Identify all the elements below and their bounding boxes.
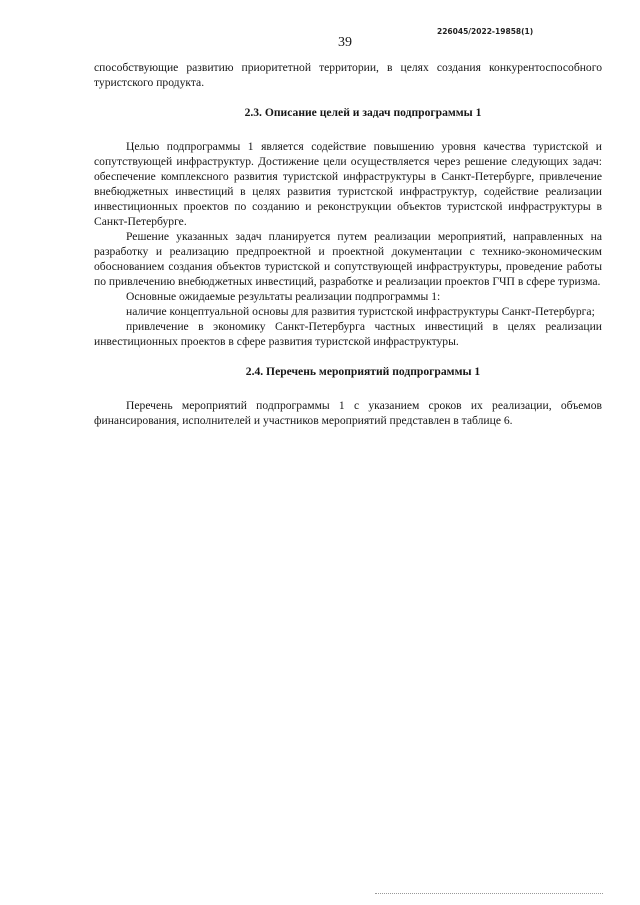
section-2-3-heading: 2.3. Описание целей и задач подпрограммы 1	[244, 106, 482, 119]
section-2-3-result-item-1: наличие концептуальной основы для развития туристской инфраструктуры Санкт-Петербурга;	[126, 305, 595, 318]
footer-divider	[375, 893, 603, 894]
intro-paragraph: способствующие развитию приоритетной территории, в целях создания конкурентоспособного туристского продукта.	[94, 61, 602, 89]
section-2-4-paragraph: Перечень мероприятий подпрограммы 1 с указанием сроков их реализации, объемов финансирования, исполнителей и участников мероприятий представлен в таблице 6.	[94, 399, 602, 427]
section-2-3-paragraph-goal: Целью подпрограммы 1 является содействие повышению уровня качества туристской и сопутствующей инфраструктур. Достижение цели осуществляется через решение следующих задач: обеспечение комплексного развития туристской инфраструктуры в Санкт-Петербурге, привлечение внебюджетных инвестиций в целях развития туристской инфраструктур, содействие реализации инвестиционных проектов по созданию и реконструкции объектов туристской инфраструктуры в Санкт-Петербурге.	[94, 140, 602, 228]
page-body	[94, 60, 602, 428]
section-2-3-paragraph-solution: Решение указанных задач планируется путем реализации мероприятий, направленных на разработку и реализацию предпроектной и проектной документации с технико-экономическим обоснованием создания объектов туристской и сопутствующей инфраструктуры, проведение работы по привлечению внебюджетных инвестиций, разработке и реализации проектов ГЧП в сфере туризма.	[94, 230, 602, 288]
page-number: 39	[338, 35, 352, 50]
section-2-4-heading: 2.4. Перечень мероприятий подпрограммы 1	[245, 365, 481, 378]
document-registration-number: 226045/2022-19858(1)	[437, 27, 534, 36]
section-2-3-paragraph-results: Основные ожидаемые результаты реализации подпрограммы 1:	[126, 290, 441, 303]
section-2-3-result-item-2: привлечение в экономику Санкт-Петербурга частных инвестиций в целях реализации инвестиционных проектов в сфере развития туристской инфраструктуры.	[94, 320, 602, 348]
